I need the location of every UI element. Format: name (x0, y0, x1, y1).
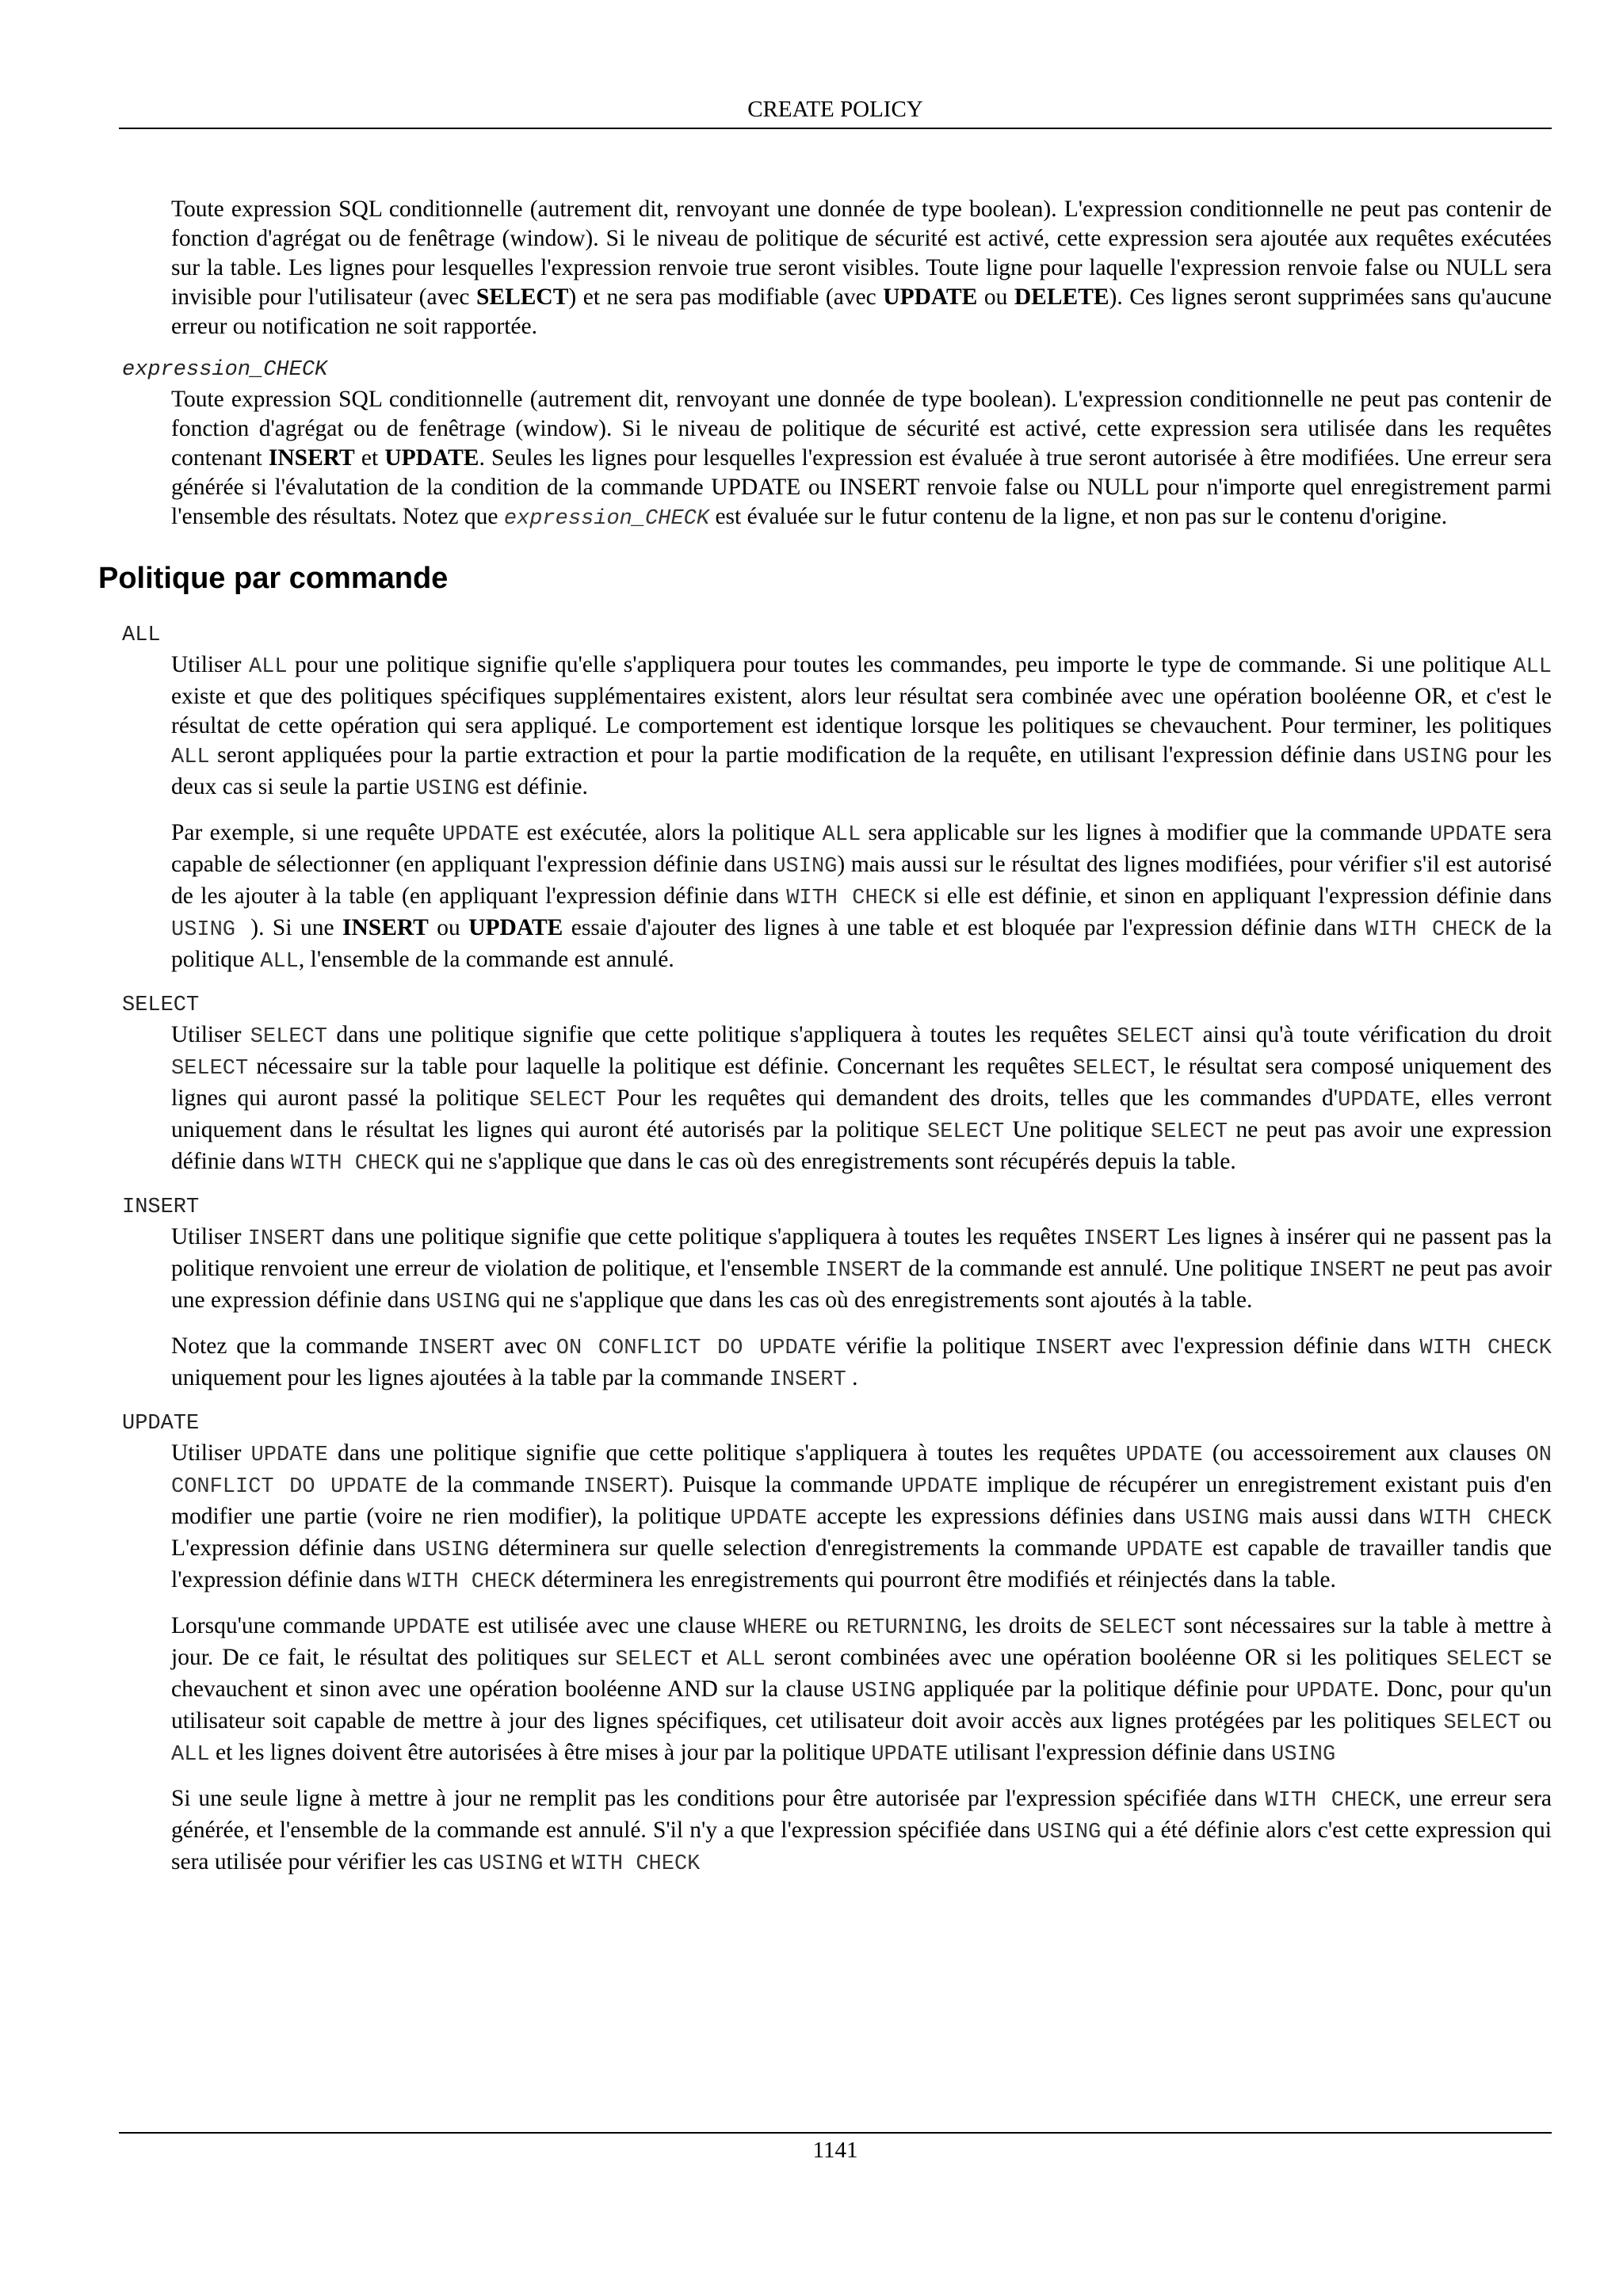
inline-code: INSERT (825, 1259, 903, 1283)
header-title: CREATE POLICY (747, 97, 923, 122)
inline-text: déterminera les enregistrements qui pourront être modifiés et réinjectés dans la table. (535, 1567, 1336, 1592)
inline-text: Par exemple, si une requête (171, 820, 442, 845)
inline-code: ALL (260, 950, 299, 974)
inline-text: de la commande (407, 1472, 583, 1497)
term-all: ALL (122, 624, 161, 647)
inline-text: seront combinées avec une opération booléenne OR si les politiques (765, 1645, 1447, 1670)
inline-code: SELECT (927, 1120, 1005, 1144)
inline-text: est définie. (479, 774, 588, 799)
inline-text: Utiliser (171, 1440, 251, 1466)
inline-code: RETURNING (846, 1616, 962, 1640)
inline-text: Si une seule ligne à mettre à jour ne remplit pas les conditions pour être autorisée par l'expression spécifiée dans (171, 1786, 1266, 1811)
inline-code: UPDATE (250, 1444, 328, 1467)
inline-code: USING (1403, 746, 1468, 769)
inline-code: USING (479, 1852, 544, 1876)
inline-code: WITH CHECK (786, 887, 917, 910)
inline-text: uniquement pour les lignes ajoutées à la table par la commande (171, 1365, 769, 1390)
inline-code: UPDATE (1430, 823, 1507, 847)
inline-code: ALL (822, 823, 861, 847)
inline-text: . (846, 1365, 858, 1390)
inline-text: appliquée par la politique définie pour (915, 1676, 1296, 1702)
inline-code: INSERT (247, 1227, 325, 1251)
footer-rule (119, 2132, 1552, 2134)
inline-code: ALL (171, 746, 210, 769)
inline-code: UPDATE (1126, 1539, 1204, 1562)
inline-bold: UPDATE (468, 915, 563, 940)
expression-check-paragraph: Toute expression SQL conditionnelle (autrement dit, renvoyant une donnée de type boolean). L'expression conditionnelle ne peut pas contenir de fonction d'agrégat ou de fenêtrage (window). Si le niveau de politique de sécurité est activé, cette expression sera utilisée dans les requêtes contenant INSERT et UPDATE. Seules les lignes pour lesquelles l'expression est évaluée à true seront autorisée à être modifiées. Une erreur sera générée si l'évalutation de la condition de la commande UPDATE ou INSERT renvoie false ou NULL pour n'importe quel enregistrement parmi l'ensemble des résultats. Notez que expression_CHECK est évaluée sur le futur contenu de la ligne, et non pas sur le contenu d'origine. (171, 387, 1552, 531)
inline-code: SELECT (1117, 1025, 1194, 1049)
inline-code: ON CONFLICT DO UPDATE (556, 1337, 837, 1360)
inline-text: sera applicable sur les lignes à modifier que la commande (861, 820, 1430, 845)
inline-text: et (543, 1849, 572, 1875)
inline-text: (ou accessoirement aux clauses (1202, 1440, 1526, 1466)
insert-paragraph-1 (171, 1222, 1552, 1318)
inline-code: SELECT (1098, 1616, 1177, 1640)
inline-text: , l'ensemble de la commande est annulé. (298, 947, 674, 972)
inline-text: Pour les requêtes qui demandent des droits, telles que les commandes d' (606, 1085, 1338, 1111)
inline-text: vérifie la politique (836, 1333, 1035, 1359)
inline-code: USING (773, 855, 838, 879)
inline-code: USING (415, 777, 480, 801)
inline-code: USING (1037, 1821, 1102, 1844)
inline-code: SELECT (529, 1089, 607, 1112)
inline-code: SELECT (1443, 1711, 1521, 1735)
inline-code: SELECT (250, 1025, 328, 1049)
update-paragraph-3 (171, 1784, 1552, 1879)
inline-text: avec (495, 1333, 556, 1359)
inline-code: USING (1271, 1743, 1336, 1767)
inline-code: USING (436, 1291, 501, 1314)
inline-text: ou (808, 1613, 846, 1638)
inline-text: ) mais aussi sur le résultat des lignes modifiées, pour vérifier s'il est autorisé de les ajouter à la table (en appliquant l'expression définie dans (171, 852, 1552, 909)
inline-code: UPDATE (1125, 1444, 1203, 1467)
inline-code: USING (851, 1680, 916, 1703)
inline-code: USING (1185, 1507, 1250, 1531)
inline-code: USING (171, 918, 251, 942)
inline-code: UPDATE (1338, 1089, 1415, 1112)
inline-code: INSERT (417, 1337, 495, 1360)
inline-code: WHERE (743, 1616, 808, 1640)
inline-text: de la politique (171, 915, 1552, 972)
inline-text: , elles verront uniquement dans le résultat les lignes qui auront été autorisés par la politique (171, 1085, 1552, 1142)
inline-text: et (692, 1645, 727, 1670)
page-number: 1141 (812, 2138, 858, 2163)
update-paragraph-2 (171, 1611, 1552, 1770)
inline-code: SELECT (171, 1057, 249, 1081)
inline-code: WITH CHECK (407, 1570, 536, 1594)
inline-text: dans une politique signifie que cette politique s'appliquera à toutes les requêtes (327, 1440, 1126, 1466)
inline-text: sont nécessaires sur la table à mettre à jour. De ce fait, le résultat des politiques sur (171, 1613, 1552, 1670)
term-select: SELECT (122, 994, 200, 1017)
inline-code: INSERT (769, 1368, 846, 1392)
inline-text: qui ne s'applique que dans les cas où des enregistrements sont ajoutés à la table. (500, 1287, 1253, 1313)
inline-code: UPDATE (871, 1743, 949, 1767)
inline-code: ALL (171, 1743, 210, 1767)
insert-paragraph-2 (171, 1332, 1552, 1395)
inline-bold: INSERT (342, 915, 429, 940)
inline-text: déterminera sur quelle selection d'enregistrements la commande (489, 1535, 1127, 1561)
inline-text: Utiliser (171, 652, 249, 677)
inline-code: SELECT (1151, 1120, 1228, 1144)
inline-text: et les lignes doivent être autorisées à être mises à jour par la politique (209, 1740, 872, 1765)
inline-text: qui ne s'applique que dans le cas où des enregistrements sont récupérés depuis la table. (418, 1149, 1236, 1174)
inline-code: WITH CHECK (1265, 1789, 1396, 1813)
inline-text: Notez que la commande (171, 1333, 418, 1359)
all-paragraph-2 (171, 818, 1552, 977)
inline-text: ne peut pas avoir une expression définie dans (171, 1256, 1552, 1313)
inline-code: INSERT (1308, 1259, 1386, 1283)
inline-text: dans une politique signifie que cette politique s'appliquera à toutes les requêtes (325, 1224, 1083, 1249)
update-paragraph-1 (171, 1439, 1552, 1597)
inline-text: est capable de travailler tandis que l'expression définie dans (171, 1535, 1552, 1592)
inline-code: ON CONFLICT DO UPDATE (171, 1444, 1552, 1499)
inline-code: WITH CHECK (571, 1852, 701, 1876)
inline-code: SELECT (1072, 1057, 1150, 1081)
inline-text: ne peut pas avoir une expression définie dans (171, 1117, 1552, 1174)
page-content (98, 195, 1552, 1894)
inline-code: INSERT (582, 1475, 661, 1499)
all-paragraph-1 (171, 650, 1552, 804)
inline-text: Une politique (1004, 1117, 1151, 1142)
inline-text: sera capable de sélectionner (en appliquant l'expression définie dans (171, 820, 1552, 877)
inline-code: INSERT (1083, 1227, 1161, 1251)
section-heading: Politique par commande (98, 562, 449, 595)
inline-text: pour une politique signifie qu'elle s'appliquera pour toutes les commandes, peu importe le type de commande. Si une politique (287, 652, 1514, 677)
inline-text: est utilisée avec une clause (470, 1613, 744, 1638)
term-update: UPDATE (122, 1412, 200, 1436)
inline-text: ). Si une (250, 915, 342, 940)
inline-text: , le résultat sera composé uniquement des lignes qui auront passé la politique (171, 1054, 1552, 1111)
inline-code: WITH CHECK (290, 1152, 419, 1176)
inline-text: ainsi qu'à toute vérification du droit (1193, 1022, 1552, 1047)
inline-text: ). Puisque la commande (660, 1472, 902, 1497)
inline-code: UPDATE (901, 1475, 979, 1499)
inline-text: L'expression définie dans (171, 1535, 426, 1561)
inline-text: nécessaire sur la table pour laquelle la politique est définie. Concernant les requêtes (248, 1054, 1073, 1079)
intro-paragraph: Toute expression SQL conditionnelle (autrement dit, renvoyant une donnée de type boolean). L'expression conditionnelle ne peut pas contenir de fonction d'agrégat ou de fenêtrage (window). Si le niveau de politique de sécurité est activé, cette expression sera ajoutée aux requêtes exécutées sur la table. Les lignes pour lesquelles l'expression renvoie true seront visibles. Toute ligne pour laquelle l'expression renvoie false ou NULL sera invisible pour l'utilisateur (avec SELECT) et ne sera pas modifiable (avec UPDATE ou DELETE). Ces lignes seront supprimées sans qu'aucune erreur ou notification ne soit rapportée. (171, 196, 1552, 339)
inline-text: implique de récupérer un enregistrement existant puis d'en modifier une partie (voire ne rien modifier), la politique (171, 1472, 1552, 1529)
inline-text: dans une politique signifie que cette politique s'appliquera à toutes les requêtes (327, 1022, 1117, 1047)
inline-code: WITH CHECK (1419, 1507, 1552, 1531)
inline-text: , une erreur sera générée, et l'ensemble de la commande est annulé. S'il n'y a que l'expression spécifiée dans (171, 1786, 1552, 1843)
inline-text: qui a été définie alors c'est cette expression qui sera utilisée pour vérifier les cas (171, 1817, 1552, 1875)
inline-code: ALL (727, 1648, 766, 1672)
select-paragraph-1 (171, 1020, 1552, 1179)
inline-text: Lorsqu'une commande (171, 1613, 393, 1638)
inline-code: SELECT (615, 1648, 693, 1672)
inline-code: UPDATE (730, 1507, 808, 1531)
inline-text: mais aussi dans (1249, 1504, 1420, 1529)
inline-code: WITH CHECK (1419, 1337, 1552, 1360)
inline-text: si elle est définie, et sinon en appliquant l'expression définie dans (916, 883, 1552, 909)
inline-text: ou (428, 915, 469, 940)
inline-text: . Donc, pour qu'un utilisateur soit capable de mettre à jour des lignes spécifiques, cet utilisateur doit avoir accès aux lignes protégées par les politiques (171, 1676, 1552, 1733)
inline-text: est exécutée, alors la politique (519, 820, 823, 845)
inline-text: utilisant l'expression définie dans (948, 1740, 1272, 1765)
inline-code: WITH CHECK (1365, 918, 1496, 942)
term-expression-check: expression_CHECK (122, 358, 328, 382)
page-header (119, 93, 1552, 129)
inline-code: SELECT (1446, 1648, 1524, 1672)
inline-text: ou (1520, 1708, 1552, 1733)
inline-text: pour les deux cas si seule la partie (171, 742, 1552, 799)
inline-code: ALL (248, 655, 288, 679)
inline-text: accepte les expressions définies dans (807, 1504, 1186, 1529)
inline-text: Utiliser (171, 1224, 248, 1249)
inline-code: UPDATE (1296, 1680, 1373, 1703)
inline-text: seront appliquées pour la partie extraction et pour la partie modification de la requête, en utilisant l'expression définie dans (209, 742, 1403, 768)
inline-text: avec l'expression définie dans (1111, 1333, 1420, 1359)
inline-text: de la commande est annulé. Une politique (902, 1256, 1309, 1281)
inline-text: Les lignes à insérer qui ne passent pas la politique renvoient une erreur de violation de politique, et l'ensemble (171, 1224, 1552, 1281)
inline-code: UPDATE (392, 1616, 471, 1640)
inline-text: , les droits de (961, 1613, 1099, 1638)
inline-code: USING (425, 1539, 490, 1562)
inline-code: UPDATE (441, 823, 520, 847)
inline-code: INSERT (1034, 1337, 1112, 1360)
inline-text: essaie d'ajouter des lignes à une table et est bloquée par l'expression définie dans (563, 915, 1365, 940)
inline-text: existe et que des politiques spécifiques supplémentaires existent, alors leur résultat sera combinée avec une opération booléenne OR, et c'est le résultat de cette opération qui sera appliqué. Le comportement est identique lorsque les politiques se chevauchent. Pour terminer, les politiques (171, 684, 1552, 738)
inline-text: se chevauchent et sinon avec une opération booléenne AND sur la clause (171, 1645, 1552, 1702)
inline-text: Utiliser (171, 1022, 250, 1047)
inline-code: ALL (1513, 655, 1552, 679)
term-insert: INSERT (122, 1196, 200, 1219)
